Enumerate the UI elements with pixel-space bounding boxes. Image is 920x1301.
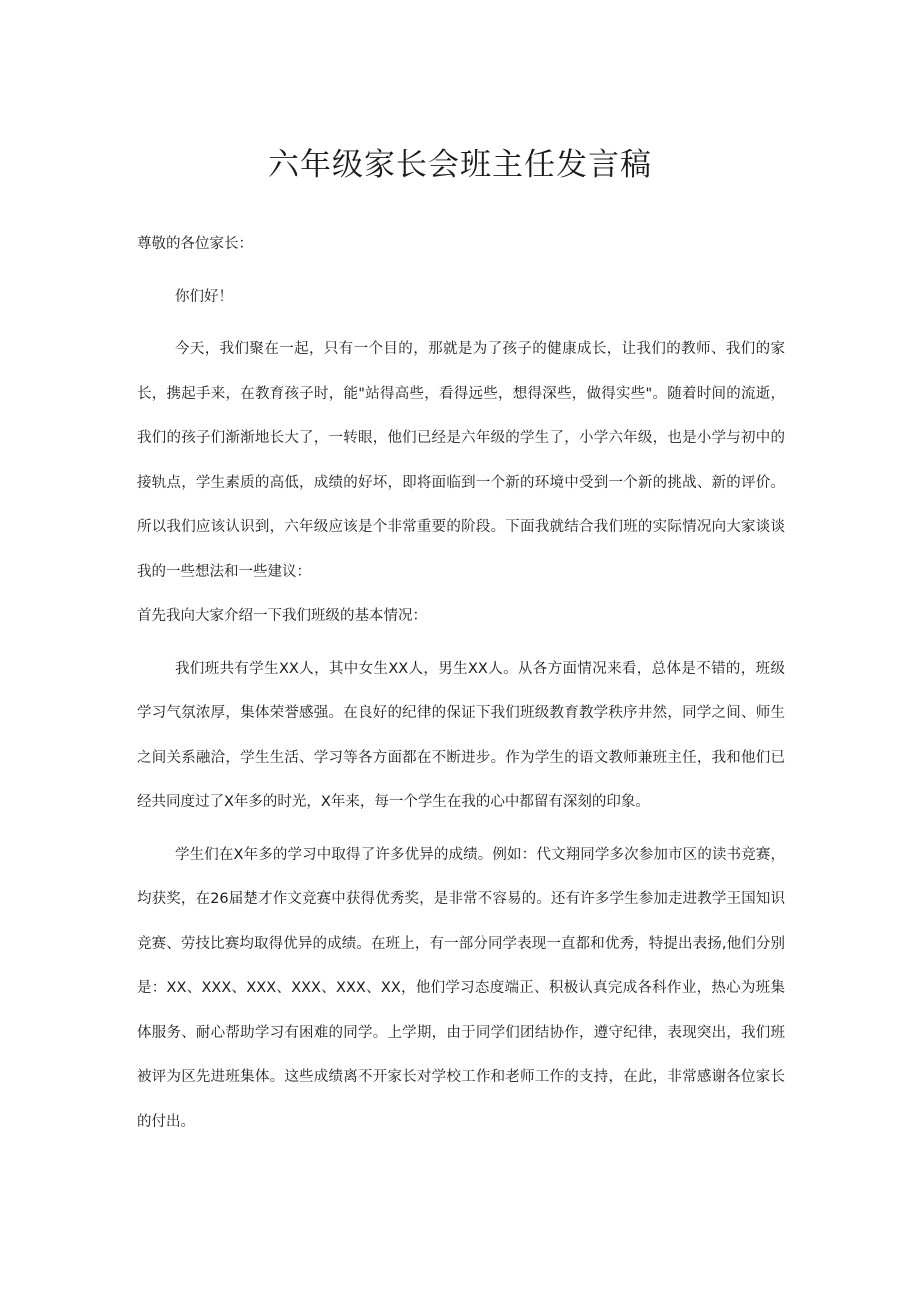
salutation: 尊敬的各位家长： [137,236,253,252]
paragraph-class-situation: 我们班共有学生XX人，其中女生XX人，男生XX人。从各方面情况来看，总体是不错的，班级学习气氛浓厚，集体荣誉感强。在良好的纪律的保证下我们班级教育教学秩序井然，同学之间、师生之间关系融洽，学生生活、学习等各方面都在不断进步。作为学生的语文教师兼班主任，我和他们已经共同度过了X年多的时光，X年来，每一个学生在我的心中都留有深刻的印象。 [137,660,785,810]
paragraph-class-intro-heading: 首先我向大家介绍一下我们班级的基本情况： [137,608,427,624]
document-title: 六年级家长会班主任发言稿 [268,147,652,183]
document-body [137,222,785,1144]
greeting: 你们好！ [175,288,233,305]
paragraph-intro: 今天，我们聚在一起，只有一个目的，那就是为了孩子的健康成长，让我们的教师、我们的家长，携起手来，在教育孩子时，能"站得高些，看得远些，想得深些，做得实些"。随着时间的流逝，我们的孩子们渐渐地长大了，一转眼，他们已经是六年级的学生了，小学六年级，也是小学与初中的接轨点，学生素质的高低，成绩的好坏，即将面临到一个新的环境中受到一个新的挑战、新的评价。所以我们应该认识到，六年级应该是个非常重要的阶段。下面我就结合我们班的实际情况向大家谈谈我的一些想法和一些建议： [137,341,785,580]
paragraph-achievements: 学生们在X年多的学习中取得了许多优异的成绩。例如：代文翔同学多次参加市区的读书竞赛，均获奖，在26届楚才作文竞赛中获得优秀奖，是非常不容易的。还有许多学生参加走进教学王国知识竞赛、劳技比赛均取得优异的成绩。在班上，有一部分同学表现一直都和优秀，特提出表扬,他们分别是：XX、XXX、XXX、XXX、XXX、XX，他们学习态度端正、积极认真完成各科作业，热心为班集体服务、耐心帮助学习有困难的同学。上学期，由于同学们团结协作，遵守纪律，表现突出，我们班被评为区先进班集体。这些成绩离不开家长对学校工作和老师工作的支持，在此，非常感谢各位家长的付出。 [137,846,785,1130]
